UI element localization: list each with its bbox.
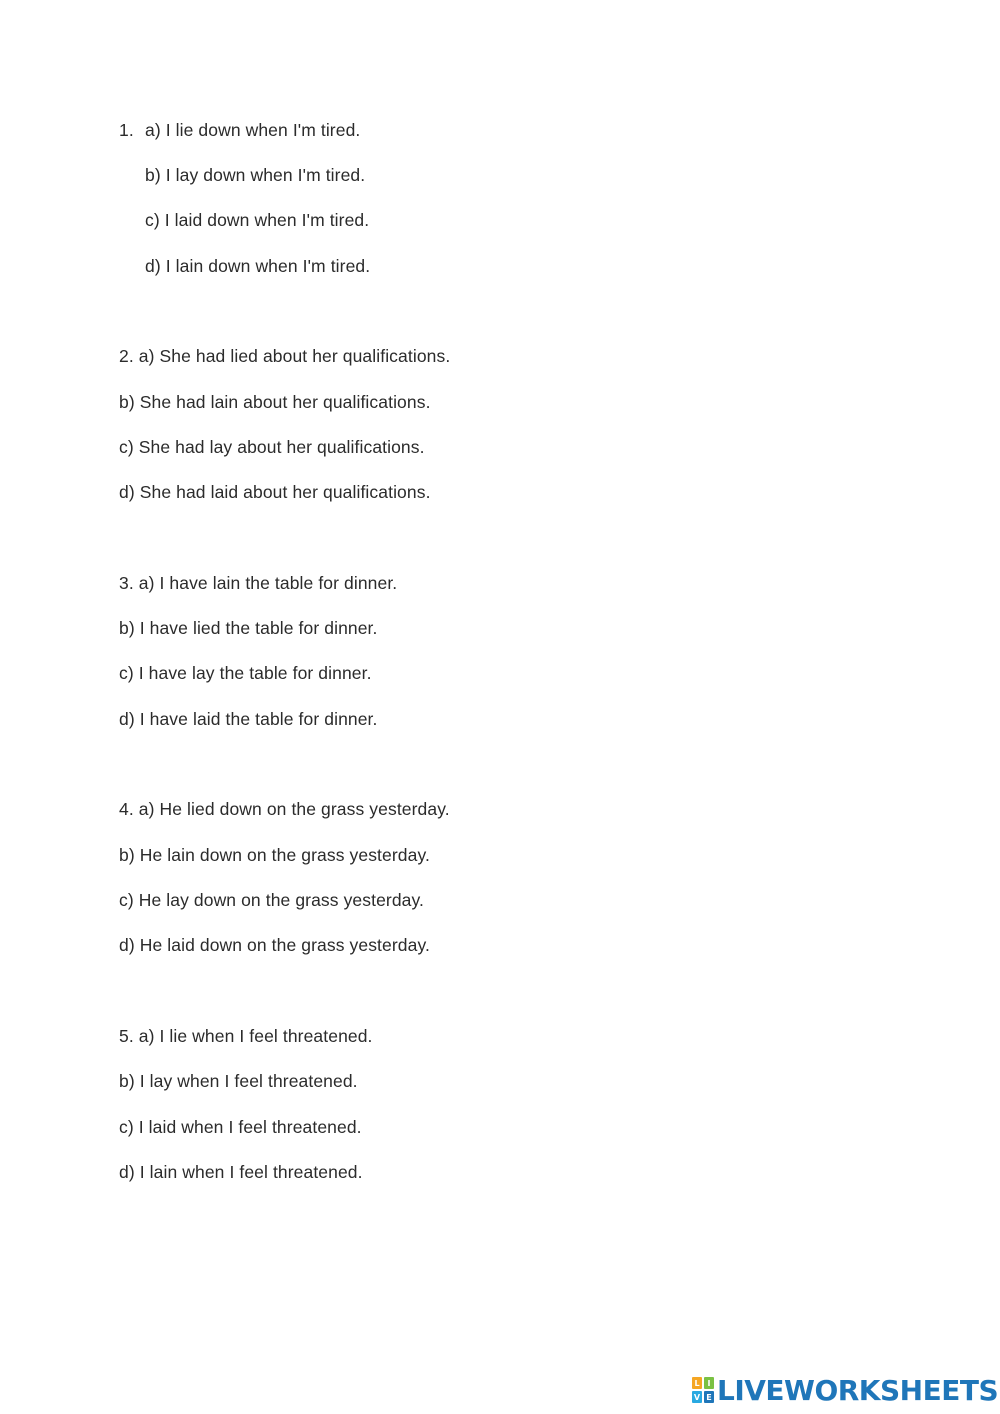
question-3-option-a [119, 572, 397, 594]
option-text: a) She had lied about her qualifications. [138, 346, 451, 366]
logo-letter-l: L [692, 1377, 702, 1389]
question-5-option-d: d) I lain when I feel threatened. [119, 1162, 363, 1182]
question-5-option-b: b) I lay when I feel threatened. [119, 1071, 358, 1091]
question-5-option-a [119, 1025, 373, 1047]
option-text: a) He lied down on the grass yesterday. [138, 799, 450, 819]
liveworksheets-logo[interactable] [692, 1374, 998, 1406]
logo-letter-e: E [704, 1391, 714, 1403]
option-text: a) I lie when I feel threatened. [138, 1026, 373, 1046]
live-logo-icon [692, 1377, 714, 1403]
question-2-number: 2. [119, 346, 134, 366]
logo-letter-v: V [693, 1392, 701, 1402]
question-3-number: 3. [119, 573, 134, 593]
question-2-option-a [119, 345, 450, 367]
question-1-option-c: c) I laid down when I'm tired. [145, 210, 370, 230]
question-5-option-c: c) I laid when I feel threatened. [119, 1117, 362, 1137]
question-4-option-a [119, 798, 450, 820]
question-2-option-c: c) She had lay about her qualifications. [119, 437, 425, 457]
question-4-option-d: d) He laid down on the grass yesterday. [119, 935, 430, 955]
option-text: a) I lie down when I'm tired. [145, 120, 361, 140]
question-3-option-c: c) I have lay the table for dinner. [119, 663, 372, 683]
brand-name: LIVEWORKSHEETS [717, 1373, 999, 1407]
question-4-option-b: b) He lain down on the grass yesterday. [119, 845, 430, 865]
question-2-option-d: d) She had laid about her qualifications. [119, 482, 431, 502]
option-text: a) I have lain the table for dinner. [138, 573, 398, 593]
question-2-option-b: b) She had lain about her qualifications. [119, 392, 431, 412]
question-1-number: 1. [119, 120, 134, 140]
question-4-number: 4. [119, 799, 134, 819]
logo-letter-i: I [704, 1377, 714, 1389]
question-1-option-b: b) I lay down when I'm tired. [145, 165, 366, 185]
question-1-option-d: d) I lain down when I'm tired. [145, 256, 371, 276]
question-1-option-a [119, 119, 360, 141]
question-4-option-c: c) He lay down on the grass yesterday. [119, 890, 425, 910]
question-3-option-b: b) I have lied the table for dinner. [119, 618, 378, 638]
question-5-number: 5. [119, 1026, 134, 1046]
question-3-option-d: d) I have laid the table for dinner. [119, 709, 378, 729]
